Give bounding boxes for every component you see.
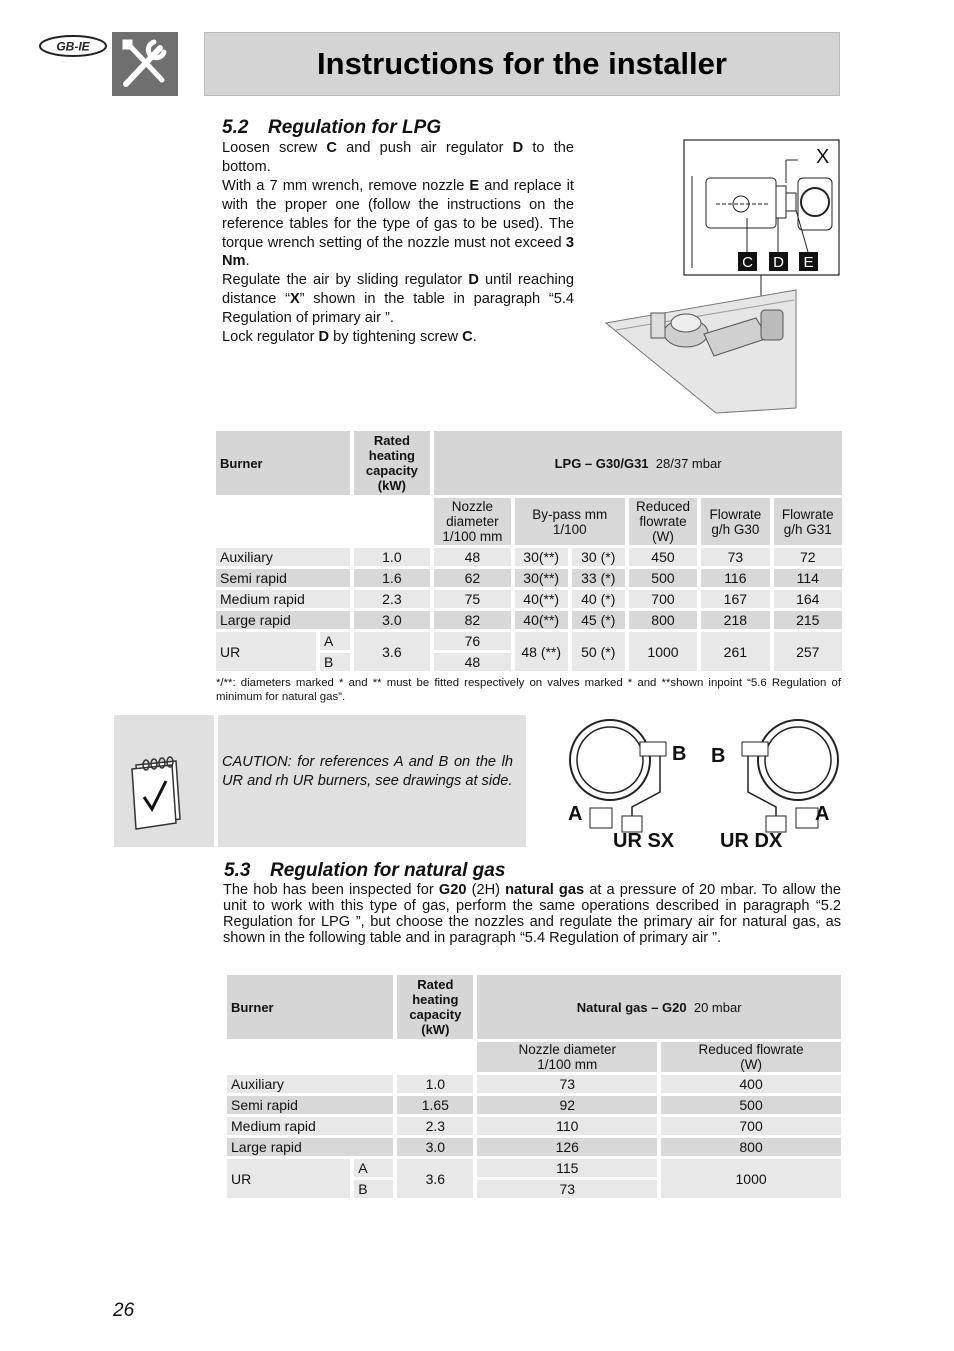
cell-burner: Large rapid [227,1138,393,1156]
ur-burners-diagram [560,712,850,857]
table-row [227,1096,841,1114]
cell-sub-b: B [354,1180,393,1198]
cell-rated: 3.0 [354,611,431,629]
lpg-nozzle-diagram [596,138,846,418]
cell-g31: 215 [774,611,842,629]
cell-rated: 1.0 [354,548,431,566]
ur-sx-label-b: B [672,743,687,765]
cell-bypass-2: 40 (*) [572,590,625,608]
gb-ie-logo [38,34,108,58]
subheader-nozzle: Nozzle diameter 1/100 mm [434,498,511,545]
cell-rated: 2.3 [397,1117,473,1135]
cell-nozzle-a: 76 [434,632,511,650]
table-row [227,1117,841,1135]
cell-rated: 3.0 [397,1138,473,1156]
cell-burner: Semi rapid [227,1096,393,1114]
cell-rated: 2.3 [354,590,431,608]
table-subheader-row [227,1042,841,1072]
cell-burner: Auxiliary [216,548,350,566]
subheader-nozzle: Nozzle diameter 1/100 mm [477,1042,657,1072]
cell-nozzle: 62 [434,569,511,587]
cell-g31: 72 [774,548,842,566]
cell-sub-a: A [320,632,350,650]
table-row-ur-a [227,1159,841,1177]
header-rated-capacity: Rated heating capacity (kW) [397,975,473,1039]
cell-g31: 257 [774,632,842,671]
table-header-row [227,975,841,1039]
section-5-3-text: The hob has been inspected for G20 (2H) natural gas at a pressure of 20 mbar. To allow the unit to work with this type of gas, perform the same operations described in paragraph “5.2 Regulation for LPG ”, but choose the nozzles and regulate the primary air for natural gas, as shown in the following table and in paragraph “5.4 Regulation of primary air ”. [223,882,842,946]
table-row-ur-a [216,632,842,650]
cell-g30: 218 [701,611,769,629]
section-number: 5.3 [224,860,251,881]
cell-bypass-2: 50 (*) [572,632,625,671]
ur-sx-label-a: A [568,803,583,825]
title-bar [204,32,840,96]
step-loosen-screw: Loosen screw C and push air regulator D to the bottom. [222,140,574,175]
cell-g30: 73 [701,548,769,566]
cell-bypass-2: 30 (*) [572,548,625,566]
ur-sx-burner [570,720,666,832]
cell-nozzle: 126 [477,1138,657,1156]
cell-g31: 114 [774,569,842,587]
page-title: Instructions for the installer [317,46,727,81]
cell-reduced: 700 [629,590,697,608]
cell-nozzle: 110 [477,1117,657,1135]
page-number: 26 [113,1300,135,1321]
cell-reduced: 450 [629,548,697,566]
subheader-flow-g31: Flowrate g/h G31 [774,498,842,545]
cell-nozzle-a: 115 [477,1159,657,1177]
section-title: Regulation for LPG [268,117,442,138]
cell-nozzle: 82 [434,611,511,629]
table-subheader-row [216,498,842,545]
ur-dx-label-a: A [815,803,830,825]
label-c: C [742,254,753,271]
logo-text: GB-IE [56,39,90,54]
cell-rated: 3.6 [397,1159,473,1198]
cell-g30: 116 [701,569,769,587]
cell-reduced: 1000 [629,632,697,671]
subheader-reduced: Reduced flowrate (W) [629,498,697,545]
table-row [216,590,842,608]
ur-sx-caption: UR SX [613,830,675,852]
section-title: Regulation for natural gas [270,860,506,881]
cell-bypass-1: 40(**) [515,590,568,608]
cell-rated: 1.65 [397,1096,473,1114]
label-e: E [803,254,814,271]
header-gas-type: Natural gas – G20 20 mbar [477,975,841,1039]
cell-rated: 1.6 [354,569,431,587]
header-gas-type: LPG – G30/G31 28/37 mbar [434,431,842,495]
subheader-reduced: Reduced flowrate (W) [661,1042,841,1072]
header-burner: Burner [216,431,350,495]
cell-rated: 3.6 [354,632,431,671]
cell-burner: Medium rapid [216,590,350,608]
cell-bypass-2: 33 (*) [572,569,625,587]
cell-sub-a: A [354,1159,393,1177]
cell-bypass-1: 30(**) [515,548,568,566]
section-5-3-heading [224,860,505,882]
step-regulate-air: Regulate the air by sliding regulator D until reaching distance “X” shown in the table in paragraph “5.4 Regulation of primary air ”. [222,272,574,327]
table-footnote: */**: diameters marked * and ** must be fitted respectively on valves marked * and **shown inpoint “5.6 Regulation of minimum for natural gas”. [216,677,841,703]
header-rated-capacity: Rated heating capacity (kW) [354,431,431,495]
ur-dx-label-b: B [711,745,726,767]
subheader-flow-g30: Flowrate g/h G30 [701,498,769,545]
cell-nozzle-b: 73 [477,1180,657,1198]
cell-nozzle: 48 [434,548,511,566]
natural-gas-nozzle-table [223,972,845,1201]
cell-reduced: 700 [661,1117,841,1135]
table-row [227,1075,841,1093]
label-d: D [773,254,784,271]
cell-reduced: 800 [661,1138,841,1156]
cell-nozzle: 92 [477,1096,657,1114]
cell-bypass-1: 30(**) [515,569,568,587]
header-burner: Burner [227,975,393,1039]
cell-bypass-1: 48 (**) [515,632,568,671]
cell-burner: Large rapid [216,611,350,629]
cell-burner: Semi rapid [216,569,350,587]
subheader-bypass: By-pass mm 1/100 [515,498,625,545]
table-row [216,548,842,566]
cell-bypass-1: 40(**) [515,611,568,629]
cell-burner: UR [216,632,316,671]
label-x: X [816,146,830,168]
table-row [216,569,842,587]
table-header-row [216,431,842,495]
cell-reduced: 400 [661,1075,841,1093]
step-replace-nozzle: With a 7 mm wrench, remove nozzle E and replace it with the proper one (follow the instructions on the reference tables for the type of gas to be used). The torque wrench setting of the nozzle must not exceed 3 Nm. [222,177,574,270]
cell-reduced: 1000 [661,1159,841,1198]
cell-reduced: 800 [629,611,697,629]
section-number: 5.2 [222,117,249,138]
cell-reduced: 500 [661,1096,841,1114]
cell-g31: 164 [774,590,842,608]
cell-nozzle-b: 48 [434,653,511,671]
cell-burner: Auxiliary [227,1075,393,1093]
cell-g30: 167 [701,590,769,608]
step-lock-regulator: Lock regulator D by tightening screw C. [222,329,477,346]
lpg-nozzle-table [212,428,846,674]
tools-icon [112,32,178,96]
section-5-2-text [222,139,574,347]
cell-bypass-2: 45 (*) [572,611,625,629]
section-5-2-heading [222,117,441,139]
table-row [216,611,842,629]
ur-dx-caption: UR DX [720,830,783,852]
cell-nozzle: 75 [434,590,511,608]
cell-g30: 261 [701,632,769,671]
cell-reduced: 500 [629,569,697,587]
table-row [227,1138,841,1156]
cell-rated: 1.0 [397,1075,473,1093]
cell-nozzle: 73 [477,1075,657,1093]
cell-burner: Medium rapid [227,1117,393,1135]
cell-burner: UR [227,1159,350,1198]
cell-sub-b: B [320,653,350,671]
notepad-icon [114,715,214,847]
caution-text: CAUTION: for references A and B on the lh UR and rh UR burners, see drawings at side. [222,754,513,789]
